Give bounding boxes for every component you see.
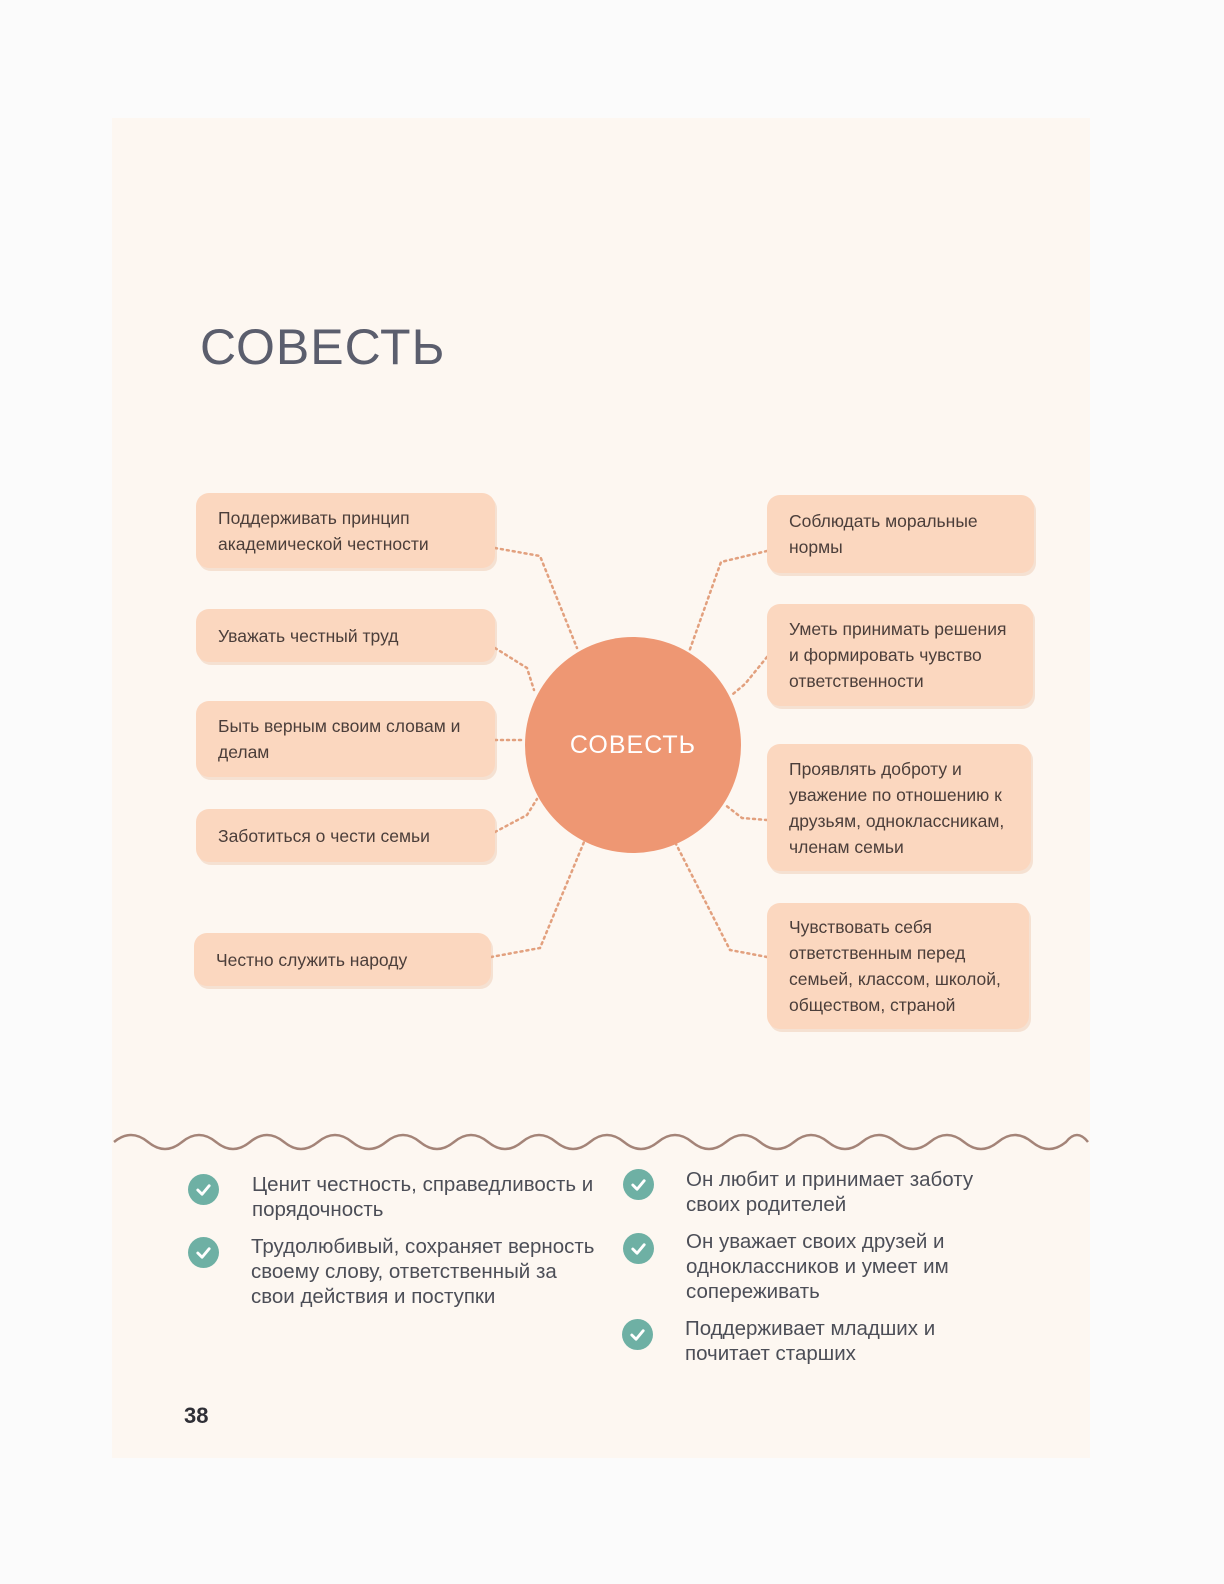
mindmap-node-label: Чувствовать себя ответственным перед семьей, классом, школой, обществом, страной [789, 917, 1001, 1015]
mindmap-node-label: Проявлять доброту и уважение по отношению к друзьям, одноклассникам, членам семьи [789, 758, 1005, 857]
mindmap-node-label: Заботиться о чести семьи [218, 825, 430, 846]
check-circle-icon [623, 1169, 654, 1200]
mindmap-node-label: Честно служить народу [216, 949, 408, 970]
check-circle-icon [188, 1237, 219, 1268]
trait-right-2: Он уважает своих друзей и одноклассников и умеет им сопереживать [686, 1230, 949, 1303]
mindmap-node-label: Уважать честный труд [218, 625, 399, 646]
trait-right-1: Он любит и принимает заботу своих родителей [686, 1168, 974, 1216]
trait-left-2: Трудолюбивый, сохраняет верность своему слову, ответственный за свои действия и поступки [251, 1235, 595, 1308]
mindmap-node-label: Поддерживать принцип академической честности [218, 507, 429, 554]
mindmap-center-label: СОВЕСТЬ [569, 730, 697, 759]
trait-right-3: Поддерживает младших и почитает старших [685, 1317, 936, 1365]
check-circle-icon [623, 1233, 654, 1264]
mindmap-node-label: Уметь принимать решения и формировать чувство ответственности [789, 619, 1007, 691]
mindmap-node-label: Соблюдать моральные нормы [789, 511, 978, 557]
trait-left-1: Ценит честность, справедливость и порядочность [252, 1173, 594, 1221]
page-title: СОВЕСТЬ [200, 319, 446, 375]
mindmap-node-label: Быть верным своим словам и делам [218, 716, 461, 762]
check-circle-icon [622, 1319, 653, 1350]
check-circle-icon [188, 1174, 219, 1205]
page-number: 38 [184, 1403, 209, 1428]
